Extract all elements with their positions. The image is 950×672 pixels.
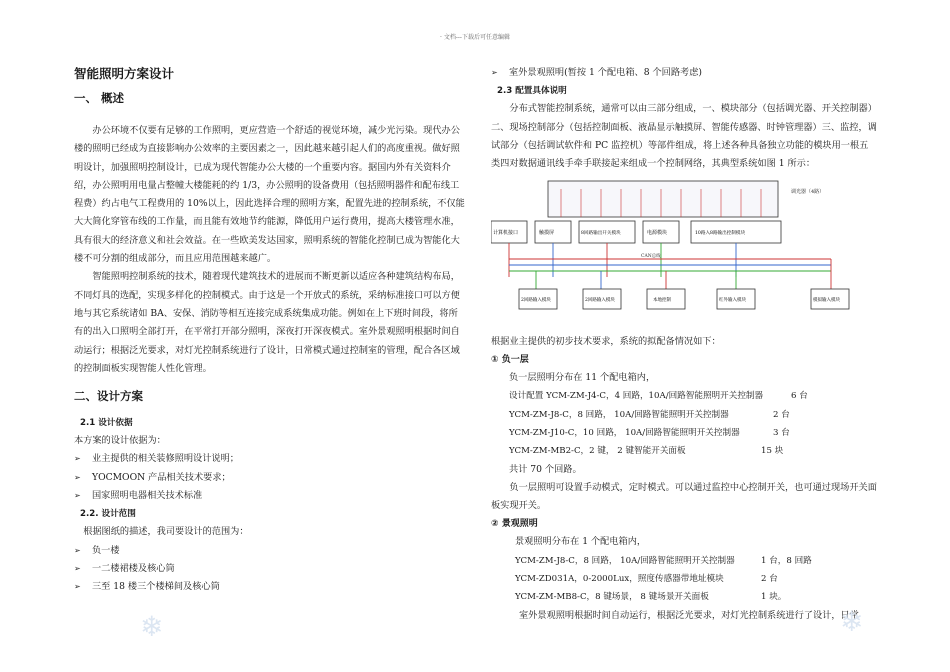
power-module-label: 电源模块: [647, 230, 668, 237]
landscape-intro: 景观照明分布在 1 个配电箱内，: [515, 536, 647, 548]
pc-interface-label: 计算机接口: [493, 230, 519, 237]
config-heading: 2.3 配置具体说明: [497, 86, 567, 97]
bullet-arrow-icon: ➢: [491, 68, 498, 77]
list-item: ➢ 室外景观照明(暂按 1 个配电箱、8 个回路考虑): [491, 64, 877, 82]
bottom-module-label: 2回路输入模块: [521, 298, 551, 304]
bullet-arrow-icon: ➢: [74, 563, 81, 573]
landscape-tail: 室外景观照明根据时间自动运行，根据泛光要求，对灯光控制系统进行了设计，日常: [519, 609, 859, 621]
dimmer-module-box: [548, 181, 778, 217]
bullet-arrow-icon: ➢: [74, 582, 81, 592]
landscape-heading: ② 景观照明: [491, 519, 538, 530]
spec-row: YCM-ZM-J10-C，10 回路， 10A/回路智能照明开关控制器 3 台: [509, 427, 790, 438]
page-header: · 文档---下载后可任意编辑: [440, 34, 510, 41]
section-overview-heading: 一、 概述: [74, 91, 125, 105]
spec-row: YCM-ZM-J8-C，8 回路， 10A/回路智能照明开关控制器 2 台: [509, 409, 790, 420]
bullet-arrow-icon: ➢: [74, 472, 81, 482]
bus-lines: [509, 243, 831, 289]
spec-row: YCM-ZM-MB2-C，2 键， 2 键智能开关面板 15 块: [509, 446, 784, 457]
list-item: ➢ 业主提供的相关装修照明设计说明；: [74, 450, 466, 468]
floor-b1-total: 共计 70 个回路。: [509, 463, 582, 475]
floor-b1-intro: 负一层照明分布在 11 个配电箱内，: [509, 372, 656, 384]
switch-module-8-label: 8回路输出开关模块: [581, 231, 621, 237]
list-item: ➢ 负一楼: [74, 542, 466, 560]
right-column: [491, 64, 877, 625]
bus-label: CAN总线: [641, 254, 661, 260]
spec-row: YCM-ZM-MB8-C，8 键场景， 8 键场景开关面板 1 块。: [515, 592, 787, 603]
overview-paragraph-2: 智能照明控制系统的技术，随着现代建筑技术的进展而不断更新以适应各种建筑结构布局，不同灯具的选配，实现多样化的控制模式。由于这是一个开放式的系统，采纳标准接口可以方便地与其它系统诸如 BA、安保、消防等相互连接完成系统集成功能。例如在上下班时间段，将所有的出入口照明全部打开，在平常打开部分照明，深夜打开深夜模式。室外景观照明根据时间自动运行；根据泛光要求，对灯光控制系统进行了设计，日常模式通过控制室的管理，配合各区域的控制面板实现智能人性化管理。: [74, 271, 460, 374]
list-item: ➢ YOCMOON 产品相关技术要求；: [74, 469, 466, 487]
floor-b1-heading: ① 负一层: [491, 355, 529, 366]
list-item: ➢ 国家照明电器相关技术标准: [74, 487, 466, 505]
bullet-arrow-icon: ➢: [74, 454, 81, 464]
left-column: [74, 64, 466, 597]
design-basis-intro: 本方案的设计依据为：: [74, 435, 166, 447]
floor-b1-mode: 负一层照明可设置手动模式，定时模式。可以通过监控中心控制开关，也可通过现场开关面板实现开关。: [491, 481, 877, 512]
list-item: ➢ 一二楼裙楼及核心筒: [74, 560, 466, 578]
spec-row: YCM-ZD031A，0-2000Lux，照度传感器带地址模块 2 台: [515, 574, 778, 585]
bullet-arrow-icon: ➢: [74, 545, 81, 555]
bottom-module-label: 模拟输入模块: [813, 298, 840, 304]
design-scope-intro: 根据图纸的描述，我司要设计的范围为：: [83, 526, 249, 538]
touch-screen-label: 触摸屏: [539, 230, 555, 237]
config-paragraph: 分布式智能控制系统，通常可以由三部分组成，一、模块部分（包括调光器、开关控制器）二、现场控制部分（包括控制面板、液晶显示触摸屏、智能传感器、时钟管理器）三、监控，调试部分（包括调试软件和 PC 监控机）等部件组成，将上述各种具备独立功能的模块用一根五类四对数据通讯线手牵手联接起来组成一个控制网络，其典型系统如图 1 所示：: [491, 103, 877, 170]
bottom-module-label: 2回路输入模块: [585, 298, 615, 304]
spec-row: 设计配置 YCM-ZM-J4-C，4 回路，10A/回路智能照明开关控制器 6 台: [509, 391, 808, 402]
control-module-10-label: 10路入8路输出控制模块: [695, 231, 746, 237]
document-title: 智能照明方案设计: [74, 66, 175, 81]
bottom-module-label: 红外输入模块: [719, 298, 746, 304]
overview-paragraph-1: 办公环境不仅要有足够的工作照明，更应营造一个舒适的视觉环境，减少光污染。现代办公楼的照明已经成为直接影响办公效率的主要因素之一，因此越来越引起人们的高度重视。做好照明设计，加强照明控制设计，已成为现代智能办公大楼的一个重要内容。据国内外有关资料介绍，办公照明用电量占整幢大楼能耗的约 1/3，办公照明的设备费用（包括照明器件和配布线工程费）约占电气工程费用的 10%以上，因此选择合理的照明方案，配置先进的控制系统，不仅能大大简化穿管布线的工作量，而且能有效地节约能源，降低用户运行费用，提高大楼管理水准，具有很大的经济意义和社会效益。在一些欧美发达国家，照明系统的智能化控制已成为智能化大楼不可分割的组成部分，而且应用范围越来越广。: [74, 125, 465, 265]
spec-row: YCM-ZM-J8-C，8 回路， 10A/回路智能照明开关控制器 1 台，8 回路: [515, 555, 812, 566]
system-diagram: [491, 179, 877, 321]
watermark-snowflake-icon: ❄: [140, 610, 164, 643]
design-basis-heading: 2.1 设计依据: [80, 418, 133, 429]
config-summary: 根据业主提供的初步技术要求，系统的拟配备情况如下：: [491, 335, 721, 347]
bullet-arrow-icon: ➢: [74, 491, 81, 501]
watermark-snowflake-icon: ❄: [840, 605, 864, 638]
design-scope-heading: 2.2. 设计范围: [80, 509, 136, 520]
section-design-heading: 二、设计方案: [74, 389, 143, 404]
list-item: ➢ 三至 18 楼三个楼梯间及核心筒: [74, 578, 466, 596]
bottom-module-label: 本地控制: [653, 298, 671, 304]
dimmer-label: 调光器（4路）: [791, 189, 825, 196]
